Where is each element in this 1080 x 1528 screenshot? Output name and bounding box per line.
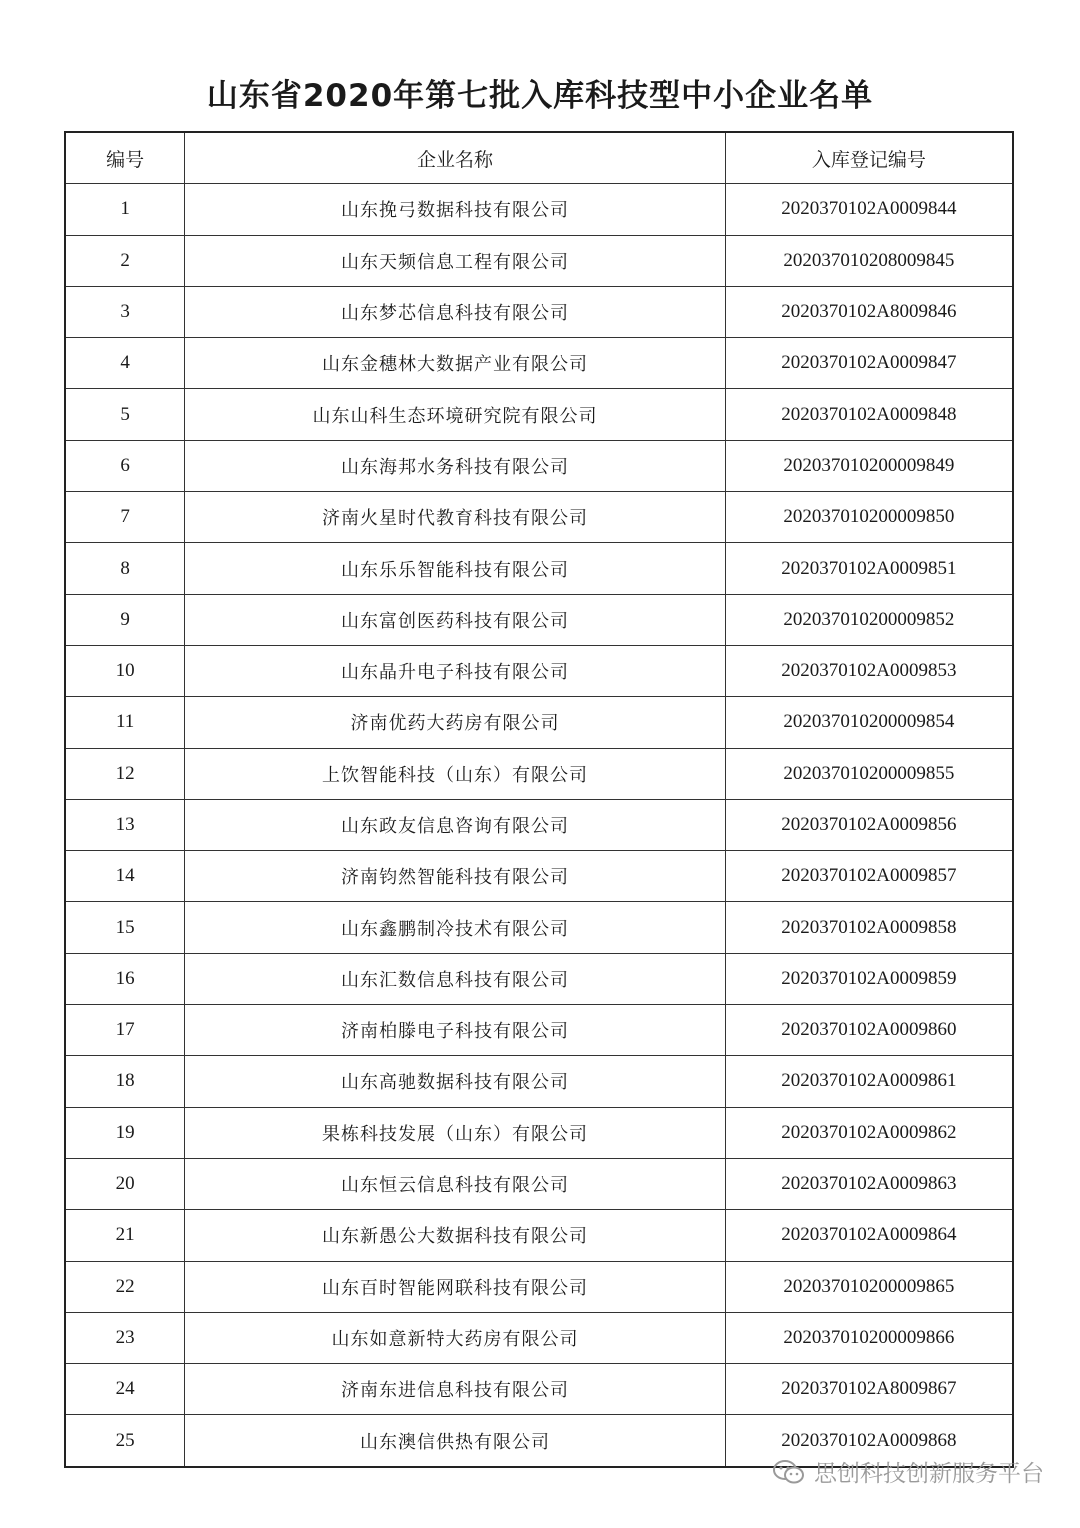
header-number: 编号: [65, 132, 185, 184]
cell-company-name: 山东挽弓数据科技有限公司: [185, 184, 726, 235]
cell-registration-code: 2020370102A8009846: [725, 286, 1013, 337]
cell-number: 11: [65, 697, 185, 748]
cell-company-name: 山东恒云信息科技有限公司: [185, 1158, 726, 1209]
table-row: [65, 645, 1013, 696]
cell-company-name: 果栋科技发展（山东）有限公司: [185, 1107, 726, 1158]
table-row: [65, 492, 1013, 543]
table-row: [65, 389, 1013, 440]
cell-number: 14: [65, 851, 185, 902]
table-row: [65, 799, 1013, 850]
cell-registration-code: 202037010200009850: [725, 492, 1013, 543]
cell-number: 20: [65, 1158, 185, 1209]
cell-number: 4: [65, 338, 185, 389]
enterprise-table: [64, 131, 1014, 1468]
table-row: [65, 1364, 1013, 1415]
cell-registration-code: 2020370102A0009851: [725, 543, 1013, 594]
cell-number: 21: [65, 1210, 185, 1261]
cell-registration-code: 2020370102A0009864: [725, 1210, 1013, 1261]
table-row: [65, 286, 1013, 337]
cell-company-name: 济南东进信息科技有限公司: [185, 1364, 726, 1415]
cell-company-name: 山东山科生态环境研究院有限公司: [185, 389, 726, 440]
cell-company-name: 山东高驰数据科技有限公司: [185, 1056, 726, 1107]
table-body: [65, 184, 1013, 1467]
page-title: 山东省2020年第七批入库科技型中小企业名单: [206, 78, 874, 114]
cell-registration-code: 2020370102A0009856: [725, 799, 1013, 850]
table-row: [65, 1158, 1013, 1209]
cell-number: 24: [65, 1364, 185, 1415]
cell-number: 7: [65, 492, 185, 543]
table-row: [65, 748, 1013, 799]
cell-registration-code: 2020370102A0009857: [725, 851, 1013, 902]
table-row: [65, 543, 1013, 594]
cell-registration-code: 2020370102A0009853: [725, 645, 1013, 696]
cell-registration-code: 202037010200009855: [725, 748, 1013, 799]
table-row: [65, 440, 1013, 491]
cell-company-name: 山东澳信供热有限公司: [185, 1415, 726, 1467]
cell-number: 16: [65, 953, 185, 1004]
cell-company-name: 济南柏滕电子科技有限公司: [185, 1005, 726, 1056]
cell-company-name: 山东政友信息咨询有限公司: [185, 799, 726, 850]
cell-company-name: 山东乐乐智能科技有限公司: [185, 543, 726, 594]
cell-number: 15: [65, 902, 185, 953]
table-row: [65, 338, 1013, 389]
cell-company-name: 山东梦芯信息科技有限公司: [185, 286, 726, 337]
cell-number: 10: [65, 645, 185, 696]
table-row: [65, 851, 1013, 902]
table-row: [65, 953, 1013, 1004]
cell-registration-code: 2020370102A0009847: [725, 338, 1013, 389]
cell-number: 12: [65, 748, 185, 799]
cell-company-name: 上饮智能科技（山东）有限公司: [185, 748, 726, 799]
cell-company-name: 山东晶升电子科技有限公司: [185, 645, 726, 696]
cell-company-name: 山东汇数信息科技有限公司: [185, 953, 726, 1004]
table-header-row: [65, 132, 1013, 184]
cell-number: 1: [65, 184, 185, 235]
cell-company-name: 山东海邦水务科技有限公司: [185, 440, 726, 491]
cell-company-name: 山东金穗林大数据产业有限公司: [185, 338, 726, 389]
cell-company-name: 山东鑫鹏制冷技术有限公司: [185, 902, 726, 953]
cell-registration-code: 2020370102A0009859: [725, 953, 1013, 1004]
cell-registration-code: 2020370102A0009862: [725, 1107, 1013, 1158]
cell-company-name: 济南钧然智能科技有限公司: [185, 851, 726, 902]
cell-number: 3: [65, 286, 185, 337]
table-row: [65, 1312, 1013, 1363]
cell-registration-code: 2020370102A0009868: [725, 1415, 1013, 1467]
cell-registration-code: 202037010200009865: [725, 1261, 1013, 1312]
wechat-icon: [772, 1459, 806, 1485]
cell-registration-code: 202037010208009845: [725, 235, 1013, 286]
cell-company-name: 济南火星时代教育科技有限公司: [185, 492, 726, 543]
cell-number: 13: [65, 799, 185, 850]
cell-number: 6: [65, 440, 185, 491]
cell-number: 5: [65, 389, 185, 440]
header-registration-code: 入库登记编号: [725, 132, 1013, 184]
cell-company-name: 山东新愚公大数据科技有限公司: [185, 1210, 726, 1261]
cell-number: 9: [65, 594, 185, 645]
table-row: [65, 697, 1013, 748]
table-row: [65, 594, 1013, 645]
cell-registration-code: 2020370102A0009863: [725, 1158, 1013, 1209]
cell-registration-code: 2020370102A0009860: [725, 1005, 1013, 1056]
cell-registration-code: 2020370102A8009867: [725, 1364, 1013, 1415]
cell-number: 19: [65, 1107, 185, 1158]
cell-number: 18: [65, 1056, 185, 1107]
table-row: [65, 1056, 1013, 1107]
cell-registration-code: 2020370102A0009861: [725, 1056, 1013, 1107]
table-row: [65, 1261, 1013, 1312]
cell-registration-code: 2020370102A0009858: [725, 902, 1013, 953]
cell-number: 2: [65, 235, 185, 286]
cell-company-name: 山东如意新特大药房有限公司: [185, 1312, 726, 1363]
watermark: [772, 1455, 1044, 1488]
cell-number: 23: [65, 1312, 185, 1363]
cell-registration-code: 202037010200009849: [725, 440, 1013, 491]
cell-number: 17: [65, 1005, 185, 1056]
table-row: [65, 1210, 1013, 1261]
cell-registration-code: 202037010200009854: [725, 697, 1013, 748]
cell-company-name: 山东天频信息工程有限公司: [185, 235, 726, 286]
cell-registration-code: 2020370102A0009844: [725, 184, 1013, 235]
table-row: [65, 184, 1013, 235]
cell-registration-code: 2020370102A0009848: [725, 389, 1013, 440]
header-company-name: 企业名称: [185, 132, 726, 184]
cell-registration-code: 202037010200009852: [725, 594, 1013, 645]
watermark-text: 思创科技创新服务平台: [814, 1461, 1044, 1487]
cell-company-name: 山东富创医药科技有限公司: [185, 594, 726, 645]
cell-number: 25: [65, 1415, 185, 1467]
cell-company-name: 济南优药大药房有限公司: [185, 697, 726, 748]
table-row: [65, 902, 1013, 953]
cell-number: 22: [65, 1261, 185, 1312]
table-row: [65, 1107, 1013, 1158]
cell-company-name: 山东百时智能网联科技有限公司: [185, 1261, 726, 1312]
table-row: [65, 235, 1013, 286]
cell-number: 8: [65, 543, 185, 594]
table-row: [65, 1005, 1013, 1056]
cell-registration-code: 202037010200009866: [725, 1312, 1013, 1363]
